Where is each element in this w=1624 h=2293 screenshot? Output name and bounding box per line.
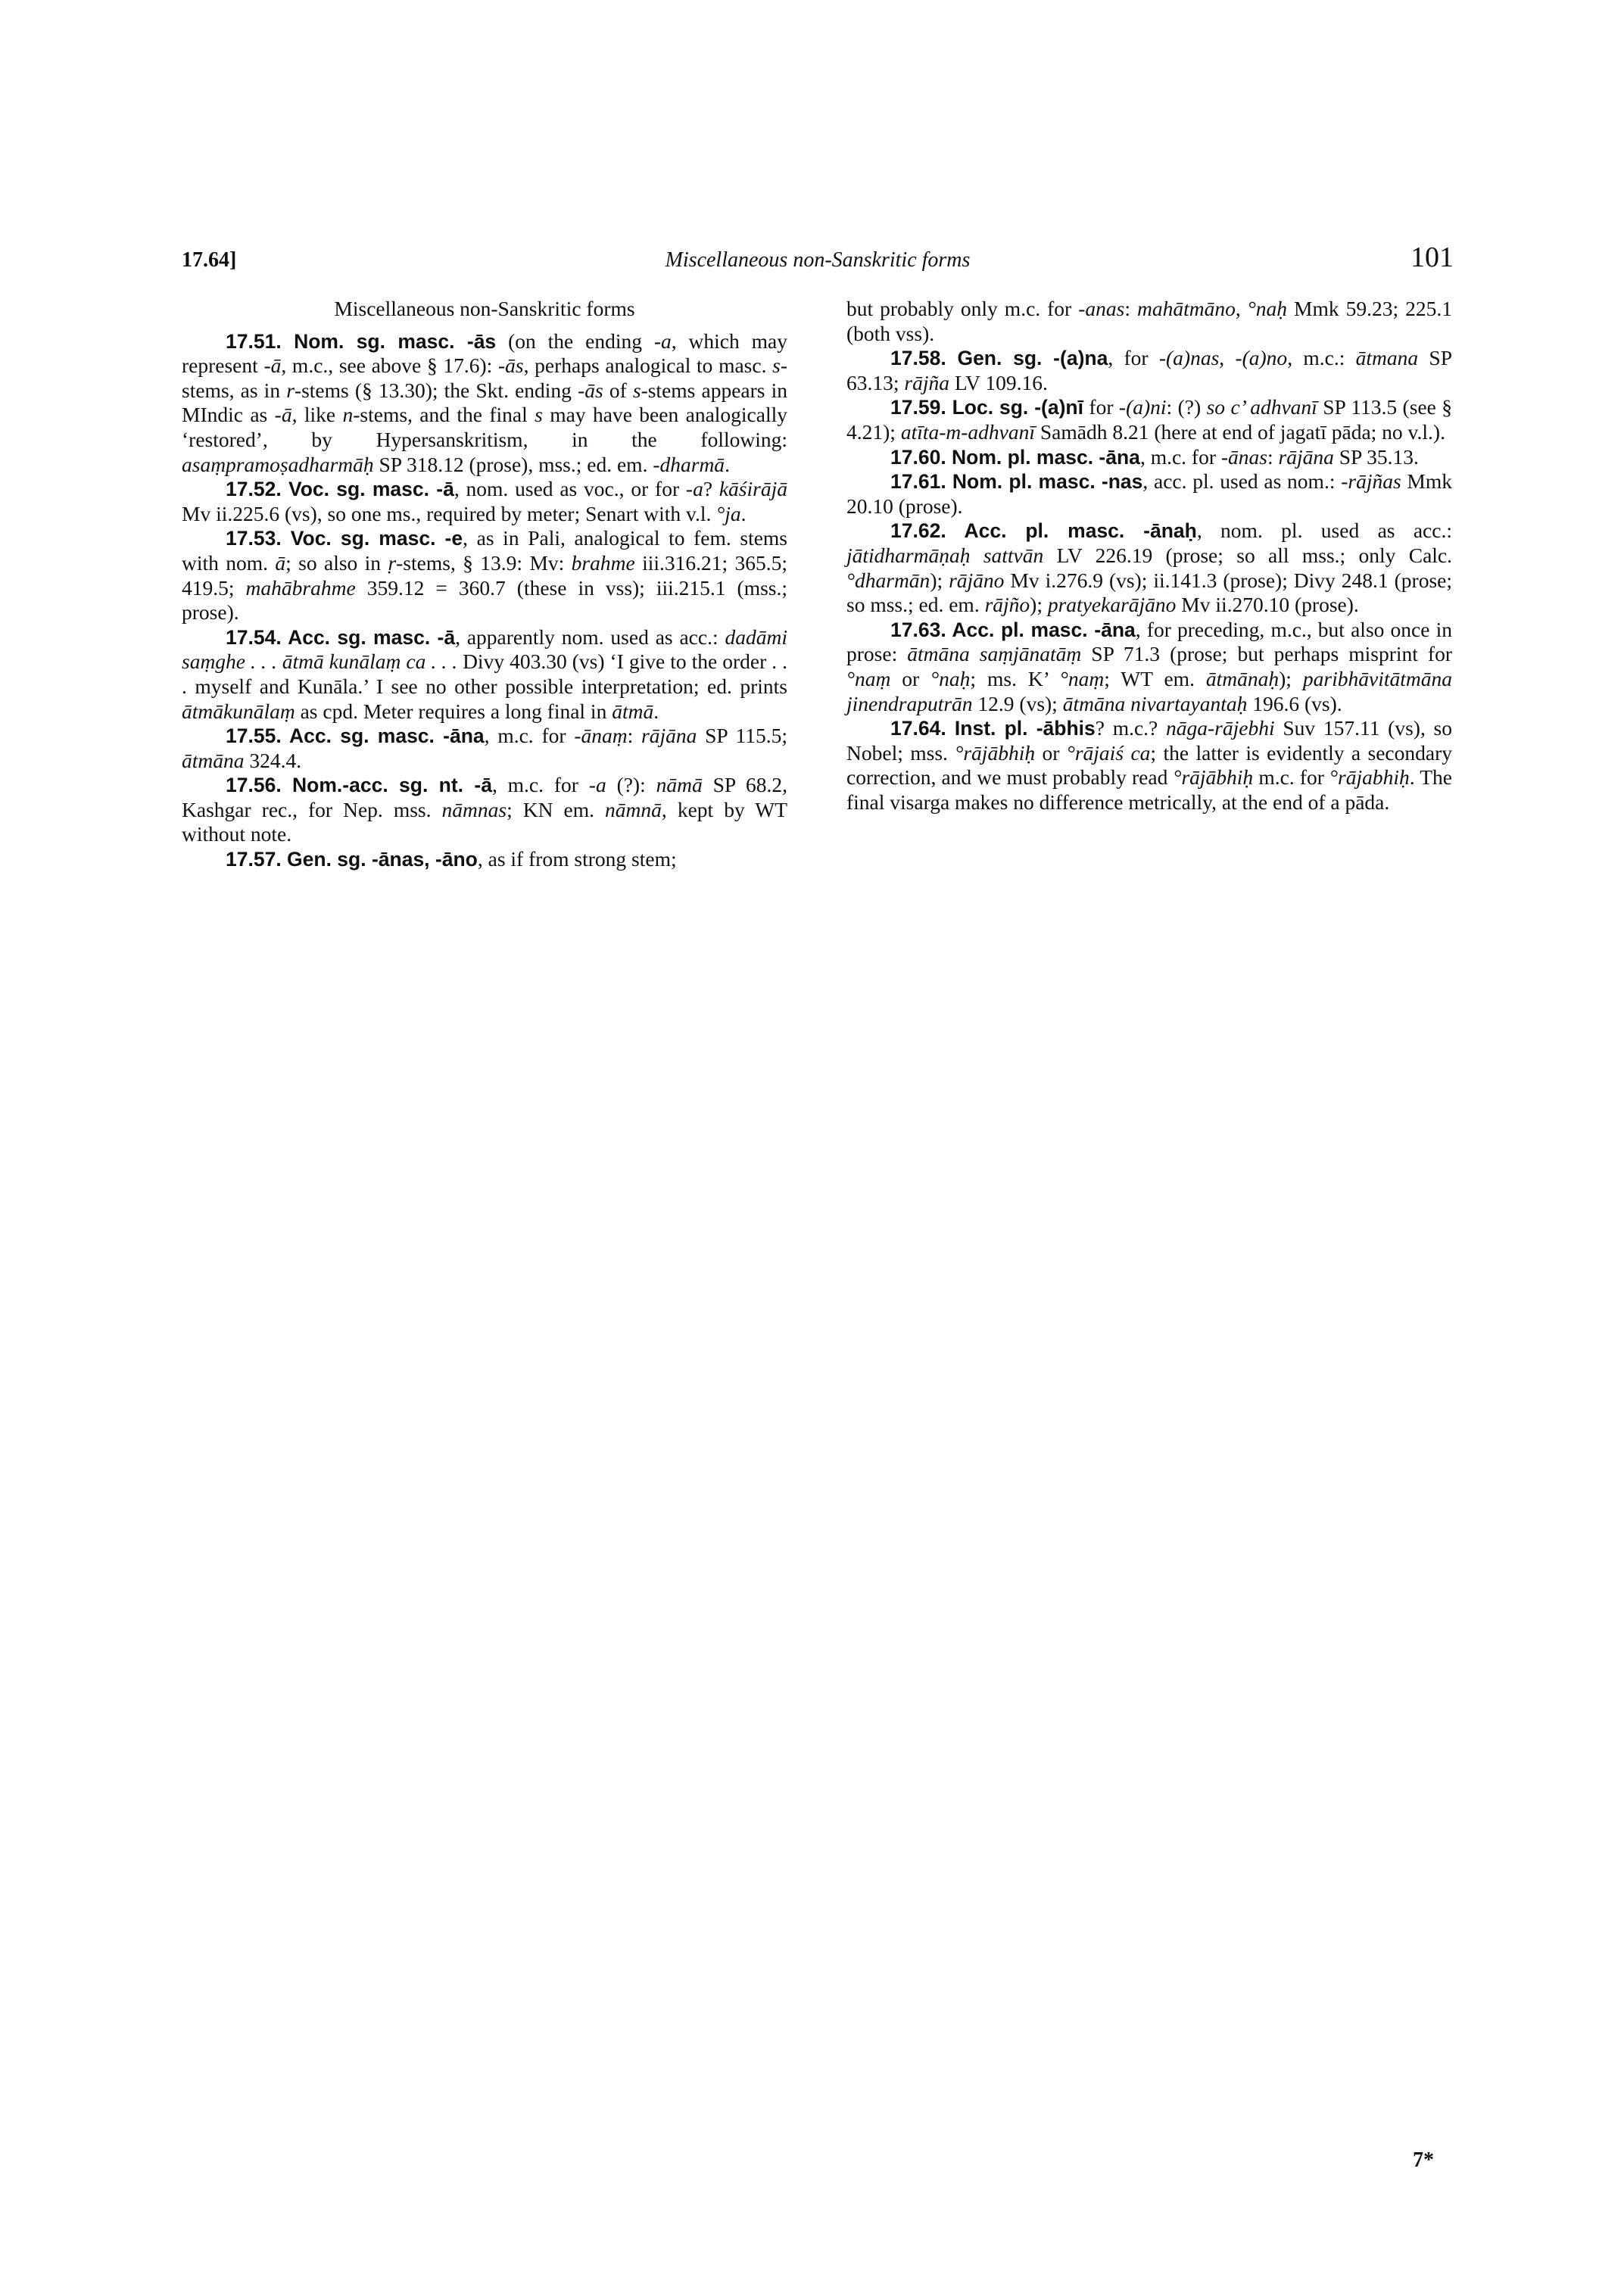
- italic-text: mahābrahme: [245, 575, 356, 600]
- paragraph-number: 17.57.: [226, 848, 288, 871]
- text-run: ,: [1235, 297, 1248, 320]
- italic-text: °naṃ: [1059, 666, 1105, 690]
- text-run: (?):: [606, 773, 656, 797]
- text-run: , m.c. for: [484, 724, 575, 748]
- italic-text: rājño: [984, 593, 1030, 617]
- signature-mark: 7*: [1413, 2148, 1434, 2172]
- section-title: Miscellaneous non-Sanskritic forms: [334, 297, 635, 320]
- text-run: SP 115.5;: [697, 724, 787, 748]
- italic-text: ātmāna saṃjānatāṃ: [907, 642, 1082, 666]
- text-run: , nom. used as voc., or for: [454, 477, 686, 501]
- paragraph-heading: Nom. pl. masc. -āna: [952, 445, 1140, 469]
- text-run: LV 109.16.: [949, 370, 1048, 394]
- italic-text: paribhāvitātmāna jinendraputrān: [846, 666, 1452, 715]
- paragraph-heading: Acc. sg. masc. -āna: [288, 724, 485, 748]
- italic-text: °rājaiś ca: [1066, 740, 1151, 765]
- page-number: 101: [1410, 241, 1454, 273]
- text-run: Mv i.276.9 (vs); ii.141.3 (prose); Divy 248.1 (prose; so mss.; ed. em.: [846, 568, 1452, 617]
- paragraph-1761: [846, 469, 1452, 519]
- text-run: ; ms. K’: [970, 666, 1060, 690]
- paragraph-number: 17.64.: [890, 717, 955, 740]
- text-run: , m.c. for: [491, 773, 589, 797]
- italic-text: °ja: [716, 501, 741, 525]
- text-run: );: [930, 568, 949, 592]
- text-run: SP 113.5 (see § 4.21);: [846, 395, 1452, 444]
- text-run: , kept by WT without note.: [182, 797, 787, 846]
- text-run: 359.12 = 360.7 (these in vss); iii.215.1 (mss.; prose).: [182, 575, 788, 625]
- paragraph-heading: Voc. sg. masc. -e: [290, 527, 463, 550]
- text-run: Suv 157.11 (vs), so Nobel; mss.: [846, 716, 1452, 765]
- italic-text: °naḥ: [930, 666, 971, 690]
- text-run: ; the latter is evidently a secondary correction, and we must probably read: [846, 740, 1452, 790]
- paragraph-heading: Nom. sg. masc. -ās: [294, 329, 497, 353]
- paragraph-number: 17.61.: [890, 470, 952, 494]
- italic-text: nāmnas: [441, 797, 507, 821]
- text-run: 12.9 (vs);: [972, 691, 1063, 715]
- italic-text: °rājābhiḥ: [955, 740, 1036, 765]
- italic-text: ātmāna nivartayantaḥ: [1062, 691, 1248, 715]
- text-run: :: [1267, 444, 1279, 469]
- italic-text: kāśirājā: [718, 477, 787, 501]
- italic-text: -rājñas: [1341, 469, 1401, 494]
- text-run: m.c. for: [1253, 765, 1329, 790]
- text-run: SP 318.12 (prose), mss.; ed. em.: [373, 452, 653, 476]
- text-run: ?: [703, 477, 719, 501]
- paragraph-heading: Acc. sg. masc. -ā: [288, 625, 456, 649]
- italic-text: pratyekarājāno: [1047, 593, 1177, 617]
- text-run: Mv ii.270.10 (prose).: [1176, 593, 1359, 617]
- text-run: :: [1124, 297, 1138, 320]
- italic-text: -anas: [1078, 297, 1125, 320]
- italic-text: rājāna: [1278, 444, 1334, 469]
- italic-text: -ā: [263, 354, 282, 378]
- text-run: for: [1083, 395, 1119, 419]
- paragraph-heading: Gen. sg. -(a)na: [957, 347, 1108, 370]
- italic-text: -dharmā: [653, 452, 725, 476]
- text-run: iii.316.21; 365.5; 419.5;: [182, 550, 788, 600]
- text-run: -stems, § 13.9: Mv:: [396, 550, 572, 575]
- text-run: ; KN em.: [507, 797, 606, 821]
- italic-text: s: [535, 403, 543, 427]
- text-run: );: [1030, 593, 1048, 617]
- text-run: .: [653, 699, 659, 723]
- text-run: , as in Pali, analogical to fem. stems with nom.: [182, 526, 788, 575]
- text-run: 196.6 (vs).: [1247, 691, 1342, 715]
- text-run: ,: [1219, 346, 1236, 370]
- paragraph-number: 17.60.: [890, 445, 952, 469]
- italic-text: n: [342, 403, 354, 427]
- paragraph-1752: [182, 477, 787, 526]
- text-run: or: [890, 666, 931, 690]
- text-run: of: [603, 378, 633, 402]
- paragraph-1754: [182, 625, 787, 724]
- italic-text: nāga-rājebhi: [1165, 716, 1275, 740]
- text-run: as cpd. Meter requires a long final in: [295, 699, 613, 723]
- text-run: , apparently nom. used as acc.:: [455, 625, 725, 649]
- italic-text: ātmānaḥ: [1205, 666, 1280, 690]
- text-run: SP 68.2, Kashgar rec., for Nep. mss.: [182, 773, 787, 821]
- italic-text: ātmākunālaṃ: [182, 699, 295, 723]
- paragraph-number: 17.53.: [226, 527, 291, 550]
- text-run: , for: [1108, 346, 1159, 370]
- italic-text: s: [632, 378, 641, 402]
- italic-text: -ās: [497, 354, 524, 378]
- paragraph-1757-start: [182, 847, 787, 872]
- text-run: Samādh 8.21 (here at end of jagatī pāda; no v.l.).: [1035, 419, 1445, 444]
- paragraph-heading: Nom. pl. masc. -nas: [952, 470, 1143, 494]
- paragraph-heading: Acc. pl. masc. -āna: [952, 618, 1136, 641]
- paragraph-number: 17.55.: [226, 724, 289, 748]
- italic-text: °naṃ: [846, 666, 891, 690]
- paragraph-heading: Acc. pl. masc. -ānaḥ: [964, 519, 1197, 543]
- italic-text: jātidharmāṇaḥ sattvān: [846, 543, 1044, 567]
- text-run: ; WT em.: [1104, 666, 1206, 690]
- italic-text: -(a)no: [1235, 346, 1288, 370]
- italic-text: °dharmān: [846, 568, 930, 592]
- paragraph-1755: [182, 724, 787, 773]
- paragraph-1753: [182, 526, 787, 625]
- italic-text: rājāna: [641, 724, 697, 748]
- text-run: -stems (§ 13.30); the Skt. ending: [294, 378, 578, 402]
- text-run: , perhaps analogical to masc.: [523, 354, 773, 378]
- text-run: :: [627, 724, 642, 748]
- text-run: or: [1035, 740, 1067, 765]
- italic-text: -ānas: [1220, 444, 1267, 469]
- right-column: [846, 297, 1452, 815]
- text-run: , m.c. for: [1139, 444, 1221, 469]
- running-title: Miscellaneous non-Sanskritic forms: [665, 248, 971, 272]
- paragraph-number: 17.58.: [890, 347, 958, 370]
- text-run: -stems, and the final: [353, 403, 535, 427]
- text-run: , for preceding, m.c., but also once in prose:: [846, 617, 1452, 666]
- paragraph-1763: [846, 618, 1452, 716]
- italic-text: ātmā: [612, 699, 654, 723]
- italic-text: -(a)ni: [1118, 395, 1167, 419]
- italic-text: -(a)nas: [1158, 346, 1220, 370]
- paragraph-heading: Gen. sg. -ānas, -āno: [287, 848, 478, 871]
- text-run: , nom. pl. used as acc.:: [1196, 519, 1452, 543]
- paragraph-number: 17.62.: [890, 519, 965, 543]
- paragraph-1758: [846, 346, 1452, 395]
- paragraph-1757-continued: [846, 297, 1452, 346]
- text-run: Mv ii.225.6 (vs), so one ms., required by meter; Senart with v.l.: [182, 501, 717, 525]
- text-run: SP 63.13;: [846, 346, 1452, 394]
- paragraph-1759: [846, 395, 1452, 444]
- paragraph-number: 17.63.: [890, 618, 952, 641]
- text-run: SP 71.3 (prose; but perhaps misprint for: [1081, 642, 1452, 666]
- paragraph-heading: Loc. sg. -(a)nī: [952, 396, 1083, 419]
- paragraph-number: 17.51.: [226, 329, 295, 353]
- text-run: );: [1279, 666, 1303, 690]
- italic-text: -a: [588, 773, 606, 797]
- italic-text: nāmnā: [605, 797, 662, 821]
- section-reference: 17.64]: [182, 248, 237, 272]
- text-run: may have been analogically ‘restored’, by Hypersanskritism, in the following:: [182, 403, 787, 451]
- text-run: Mmk 59.23; 225.1 (both vss).: [846, 297, 1453, 345]
- paragraph-heading: Inst. pl. -ābhis: [954, 717, 1096, 740]
- italic-text: so c’ adhvanī: [1206, 395, 1317, 419]
- italic-text: °rājābhiḥ: [1173, 765, 1254, 790]
- italic-text: ṛ: [388, 550, 397, 575]
- text-run: , which may represent: [182, 329, 787, 378]
- text-run: : (?): [1166, 395, 1207, 419]
- running-header: [182, 241, 1454, 286]
- text-run: , as if from strong stem;: [477, 847, 677, 871]
- text-run: 324.4.: [244, 748, 302, 772]
- text-run: SP 35.13.: [1333, 444, 1419, 469]
- text-run: -stems, as in: [182, 354, 787, 402]
- text-run: Mmk 20.10 (prose).: [846, 469, 1453, 518]
- paragraph-1762: [846, 519, 1452, 617]
- italic-text: -ānaṃ: [574, 724, 628, 748]
- italic-text: ātmāna: [182, 748, 245, 772]
- text-run: Divy 403.30 (vs) ‘I give to the order . . . myself and Kunāla.’ I see no other possible interpretation; ed. prints: [182, 650, 788, 698]
- text-run: LV 226.19 (prose; so all mss.; only Calc.: [1043, 543, 1452, 567]
- italic-text: -ās: [578, 378, 603, 402]
- text-run: -stems appears in MIndic as: [182, 378, 787, 427]
- text-run: , m.c.:: [1287, 346, 1356, 370]
- italic-text: nāmā: [656, 773, 703, 797]
- paragraph-1764: [846, 716, 1452, 815]
- text-run: .: [725, 452, 730, 476]
- text-run: .: [740, 501, 747, 525]
- text-run: , like: [291, 403, 343, 427]
- text-run: . The final visarga makes no difference metrically, at the end of a pāda.: [846, 765, 1452, 814]
- italic-text: dadāmi saṃghe . . . ātmā kunālaṃ ca . . .: [182, 625, 787, 674]
- italic-text: asaṃpramoṣadharmāḥ: [182, 452, 374, 476]
- italic-text: mahātmāno: [1137, 297, 1236, 320]
- italic-text: °rājabhiḥ: [1329, 765, 1410, 790]
- italic-text: r: [286, 378, 295, 402]
- paragraph-heading: Nom.-acc. sg. nt. -ā: [292, 774, 492, 797]
- italic-text: ātmana: [1355, 346, 1419, 370]
- paragraph-1756: [182, 773, 787, 847]
- text-run: , m.c., see above § 17.6):: [281, 354, 498, 378]
- paragraph-number: 17.54.: [226, 625, 288, 649]
- left-column: [182, 297, 787, 872]
- text-run: but probably only m.c. for: [846, 297, 1079, 320]
- paragraph-number: 17.59.: [890, 396, 952, 419]
- italic-text: ā: [275, 550, 286, 575]
- italic-text: rājāno: [949, 568, 1005, 592]
- italic-text: -a: [653, 329, 672, 353]
- paragraph-number: 17.56.: [226, 774, 293, 797]
- text-run: ? m.c.?: [1095, 716, 1166, 740]
- italic-text: atīta-m-adhvanī: [900, 419, 1036, 444]
- italic-text: brahme: [571, 550, 635, 575]
- paragraph-1760: [846, 445, 1452, 470]
- italic-text: -ā: [274, 403, 292, 427]
- text-run: , acc. pl. used as nom.:: [1142, 469, 1342, 494]
- text-run: ; so also in: [285, 550, 388, 575]
- paragraph-1751: [182, 329, 787, 478]
- italic-text: °naḥ: [1247, 297, 1288, 320]
- paragraph-number: 17.52.: [226, 478, 288, 501]
- italic-text: s: [772, 354, 781, 378]
- italic-text: -a: [685, 477, 703, 501]
- paragraph-heading: Voc. sg. masc. -ā: [288, 478, 454, 501]
- italic-text: rājña: [904, 370, 949, 394]
- text-run: (on the ending: [496, 329, 654, 353]
